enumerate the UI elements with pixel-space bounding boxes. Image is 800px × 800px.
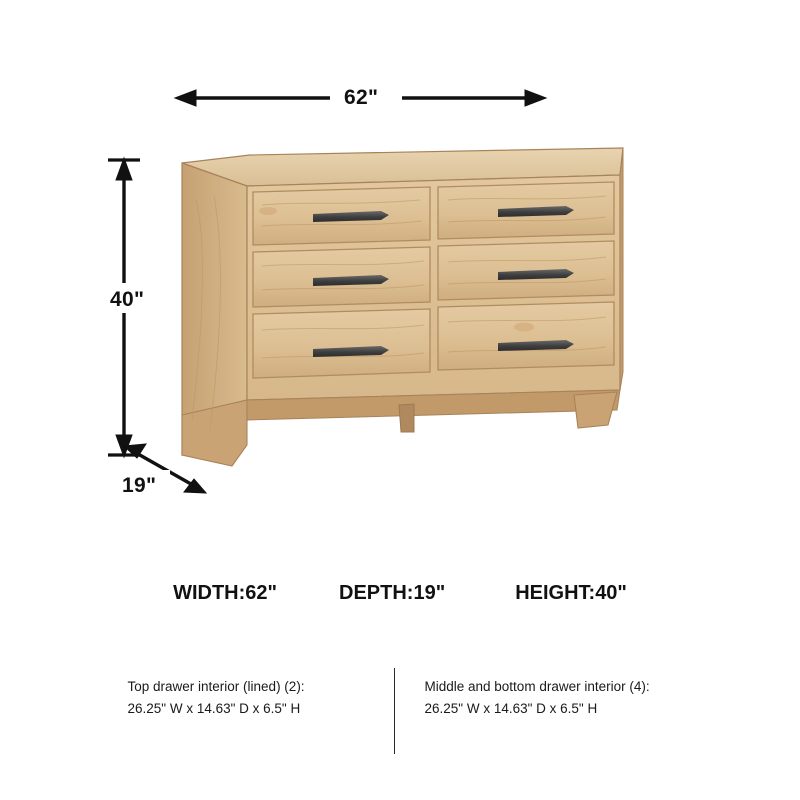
drawer-front — [438, 241, 614, 300]
depth-dimension-label: 19" — [122, 474, 157, 497]
dresser-center-leg — [399, 404, 414, 432]
middle-bottom-drawer-note-line1: Middle and bottom drawer interior (4): — [424, 679, 650, 694]
middle-bottom-drawer-note-line2: 26.25" W x 14.63" D x 6.5" H — [424, 701, 598, 717]
height-spec: HEIGHT:40" — [515, 582, 627, 604]
dresser-body — [182, 148, 623, 466]
spec-summary-row — [0, 582, 800, 605]
top-drawer-note-line1: Top drawer interior (lined) (2): — [127, 679, 305, 694]
drawer-front — [438, 302, 614, 370]
width-dimension-label: 62" — [344, 86, 379, 109]
height-dimension-label: 40" — [110, 288, 145, 311]
top-drawer-note-line2: 26.25" W x 14.63" D x 6.5" H — [127, 701, 301, 717]
drawer-interior-notes — [0, 676, 800, 754]
dresser-right-edge — [620, 148, 623, 390]
drawer-front — [253, 309, 430, 378]
width-spec: WIDTH:62" — [173, 582, 278, 604]
top-drawer-note — [128, 676, 394, 754]
depth-spec: DEPTH:19" — [339, 582, 446, 604]
dresser-right-leg — [574, 392, 617, 428]
middle-bottom-drawer-note — [395, 676, 673, 754]
